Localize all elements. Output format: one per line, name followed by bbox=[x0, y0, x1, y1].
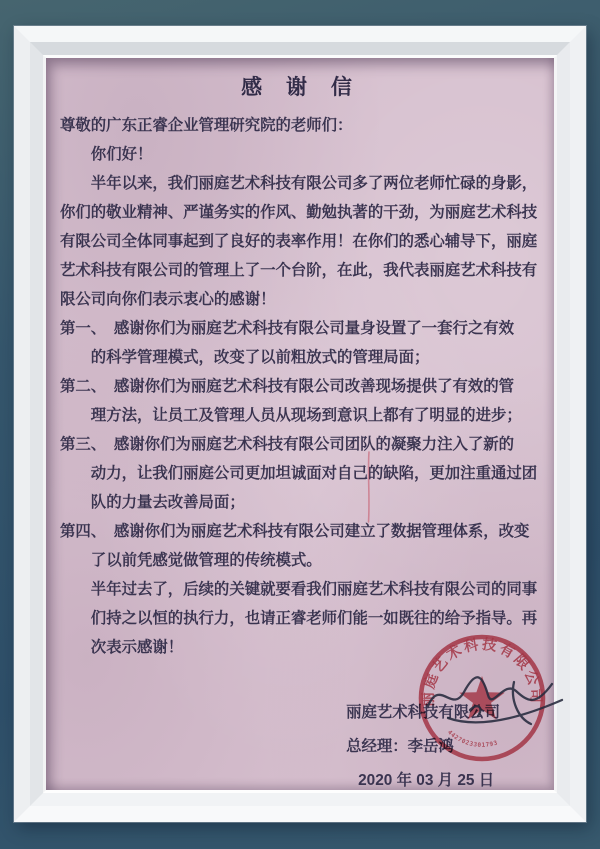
letter-body-line: 限公司向你们表示衷心的感谢！ bbox=[60, 291, 276, 308]
letter-body-line: 们持之以恒的执行力，也请正睿老师们能一如既往的给予指导。再 bbox=[90, 610, 538, 627]
letter-body-line: 第一、 感谢你们为丽庭艺术科技有限公司量身设置了一套行之有效 bbox=[60, 320, 515, 337]
letter-body-line: 半年以来，我们丽庭艺术科技有限公司多了两位老师忙碌的身影， bbox=[90, 175, 538, 192]
picture-frame-inner-bevel bbox=[30, 42, 570, 806]
letter-greeting: 你们好！ bbox=[90, 146, 153, 163]
letter-body-line: 动力，让我们丽庭公司更加坦诚面对自己的缺陷，更加注重通过团 bbox=[90, 465, 538, 482]
letter-body-line: 半年过去了，后续的关键就要看我们丽庭艺术科技有限公司的同事 bbox=[90, 581, 538, 598]
handwritten-signature bbox=[418, 662, 570, 740]
letter-body-line: 第四、 感谢你们为丽庭艺术科技有限公司建立了数据管理体系，改变 bbox=[60, 523, 530, 540]
letter-body-line: 你们的敬业精神、严谨务实的作风、勤勉执著的干劲，为丽庭艺术科技 bbox=[60, 204, 538, 221]
letter-salutation: 尊敬的广东正睿企业管理研究院的老师们： bbox=[60, 117, 353, 134]
letter-paper bbox=[46, 58, 554, 790]
letter-body-line: 有限公司全体同事起到了良好的表率作用！在你们的悉心辅导下，丽庭 bbox=[60, 233, 538, 250]
letter-title: 感 谢 信 bbox=[241, 76, 361, 99]
picture-frame-lip bbox=[43, 55, 557, 793]
letter-body-line: 第三、 感谢你们为丽庭艺术科技有限公司团队的凝聚力注入了新的 bbox=[60, 436, 515, 453]
letter-body-line: 的科学管理模式，改变了以前粗放式的管理局面； bbox=[90, 349, 430, 366]
signature-date: 2020 年 03 月 25 日 bbox=[358, 772, 495, 789]
red-pen-mark bbox=[364, 450, 374, 524]
letter-body-line: 队的力量去改善局面； bbox=[90, 494, 245, 511]
letter-body-line: 第二、 感谢你们为丽庭艺术科技有限公司改善现场提供了有效的管 bbox=[60, 378, 515, 395]
seal-serial: 4427023301793 bbox=[445, 728, 499, 749]
signature-signer: 总经理：李岳鸿 bbox=[346, 738, 454, 755]
picture-frame bbox=[14, 26, 586, 822]
letter-body-line: 次表示感谢！ bbox=[90, 639, 184, 656]
letter-body-line: 艺术科技有限公司的管理上了一个台阶，在此，我代表丽庭艺术科技有 bbox=[60, 262, 538, 279]
letter-body-line: 了以前凭感觉做管理的传统模式。 bbox=[90, 552, 322, 569]
signature-company: 丽庭艺术科技有限公司 bbox=[346, 704, 500, 721]
seal-arc-text: 丽庭艺术科技有限公司 bbox=[420, 636, 544, 707]
letter-body-line: 理方法，让员工及管理人员从现场到意识上都有了明显的进步； bbox=[90, 407, 522, 424]
